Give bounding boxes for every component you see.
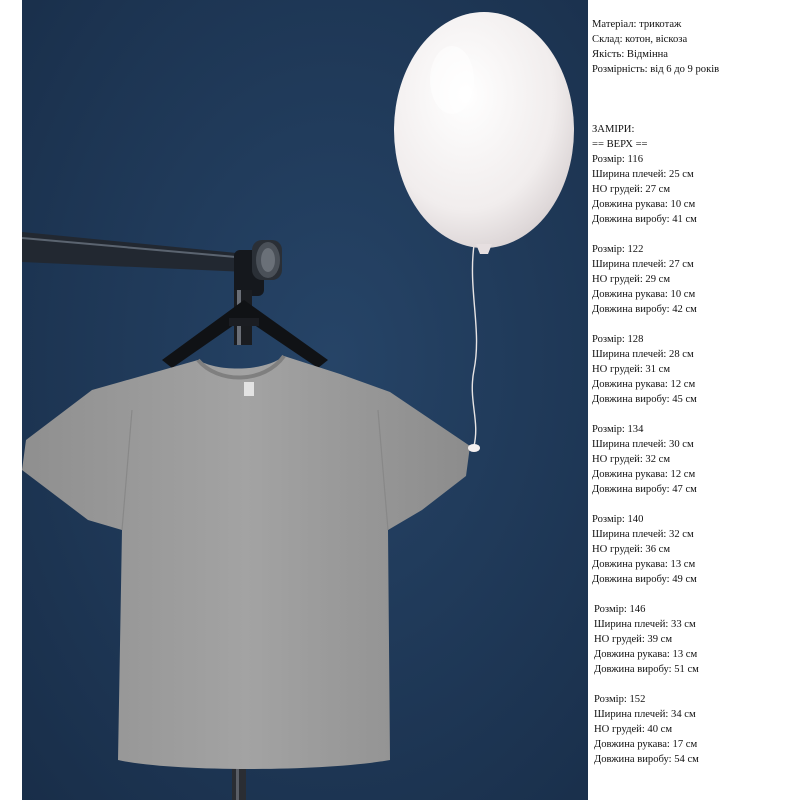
size-entry <box>592 512 798 587</box>
sleeve-length: Довжина рукава: 13 см <box>594 649 698 660</box>
garment-length: Довжина виробу: 42 см <box>592 304 697 315</box>
sleeve-length: Довжина рукава: 10 см <box>592 199 696 210</box>
size-entry <box>592 692 798 767</box>
size-entry <box>592 242 798 317</box>
product-info <box>592 17 798 77</box>
measurements-title: ЗАМІРИ: <box>592 124 635 135</box>
product-specs <box>592 17 798 767</box>
product-photo <box>22 0 588 800</box>
shoulder-width: Ширина плечей: 28 см <box>592 349 694 360</box>
sleeve-length: Довжина рукава: 13 см <box>592 559 696 570</box>
size-entry <box>592 152 798 227</box>
sleeve-length: Довжина рукава: 10 см <box>592 289 696 300</box>
size-entry <box>592 602 798 677</box>
garment-length: Довжина виробу: 41 см <box>592 214 697 225</box>
size-label: Розмір: 116 <box>592 154 643 165</box>
composition-line: Склад: котон, віскоза <box>592 34 688 45</box>
shoulder-width: Ширина плечей: 33 см <box>594 619 696 630</box>
size-label: Розмір: 152 <box>594 694 646 705</box>
material-line: Матеріал: трикотаж <box>592 19 682 30</box>
chest-width: НО грудей: 36 см <box>592 544 671 555</box>
size-label: Розмір: 134 <box>592 424 644 435</box>
sleeve-length: Довжина рукава: 17 см <box>594 739 698 750</box>
garment-length: Довжина виробу: 49 см <box>592 574 697 585</box>
chest-width: НО грудей: 39 см <box>594 634 673 645</box>
shoulder-width: Ширина плечей: 32 см <box>592 529 694 540</box>
garment-length: Довжина виробу: 51 см <box>594 664 699 675</box>
garment-length: Довжина виробу: 45 см <box>592 394 697 405</box>
chest-width: НО грудей: 29 см <box>592 274 671 285</box>
size-label: Розмір: 122 <box>592 244 644 255</box>
measurements-block <box>592 122 798 767</box>
size-range-line: Розмірність: від 6 до 9 років <box>592 64 720 75</box>
shoulder-width: Ширина плечей: 25 см <box>592 169 694 180</box>
size-label: Розмір: 128 <box>592 334 644 345</box>
shoulder-width: Ширина плечей: 27 см <box>592 259 694 270</box>
size-entry <box>592 332 798 407</box>
size-label: Розмір: 140 <box>592 514 644 525</box>
quality-line: Якість: Відмінна <box>592 49 668 60</box>
chest-width: НО грудей: 32 см <box>592 454 671 465</box>
shoulder-width: Ширина плечей: 34 см <box>594 709 696 720</box>
sleeve-length: Довжина рукава: 12 см <box>592 379 696 390</box>
size-label: Розмір: 146 <box>594 604 646 615</box>
section-top-label: == ВЕРХ == <box>592 139 648 150</box>
chest-width: НО грудей: 27 см <box>592 184 671 195</box>
shoulder-width: Ширина плечей: 30 см <box>592 439 694 450</box>
garment-length: Довжина виробу: 47 см <box>592 484 697 495</box>
size-entry <box>592 422 798 497</box>
chest-width: НО грудей: 31 см <box>592 364 671 375</box>
sleeve-length: Довжина рукава: 12 см <box>592 469 696 480</box>
garment-length: Довжина виробу: 54 см <box>594 754 699 765</box>
chest-width: НО грудей: 40 см <box>594 724 673 735</box>
